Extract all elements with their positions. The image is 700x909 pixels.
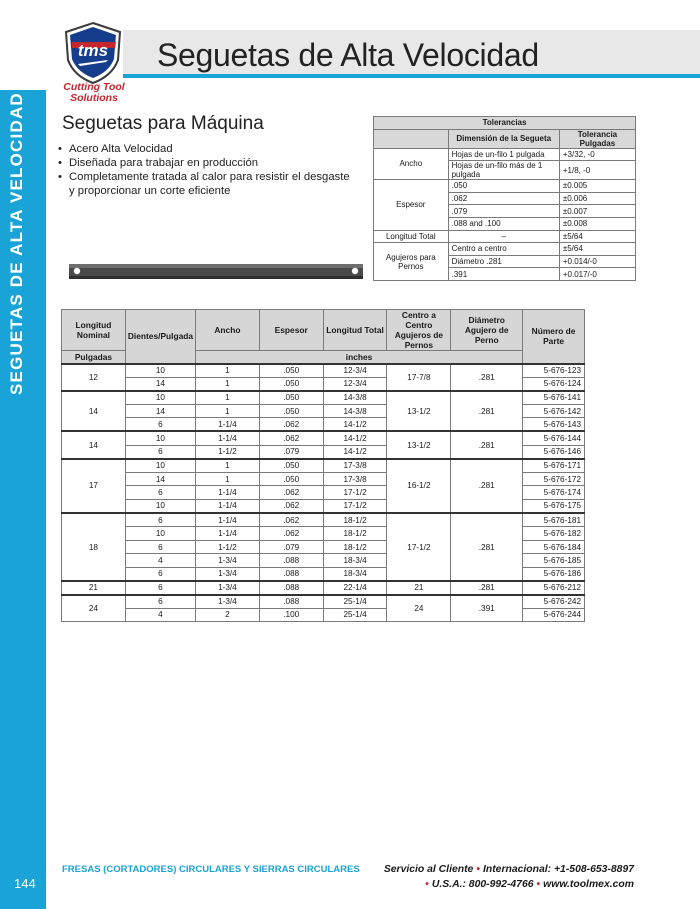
cell-longitud-total: 12-3/4 [323,364,387,378]
cell-espesor: .079 [259,540,323,554]
spec-group [62,364,585,391]
cell-diametro: .281 [451,513,523,581]
tol-value: +0.014/-0 [559,255,635,268]
feature-item: • Acero Alta Velocidad [58,142,358,156]
cell-part-number: 5-676-146 [523,445,585,459]
spec-group [62,431,585,458]
cell-espesor: .050 [259,391,323,405]
cell-longitud-total: 25-1/4 [323,595,387,609]
cell-longitud-total: 14-3/8 [323,404,387,418]
table-row [62,581,585,595]
tol-dim: Diámetro .281 [448,255,559,268]
cell-espesor: .050 [259,459,323,473]
cell-espesor: .050 [259,364,323,378]
header-espesor: Espesor [259,310,323,351]
tol-dim: .079 [448,205,559,218]
hacksaw-blade-image [65,258,367,284]
cell-part-number: 5-676-141 [523,391,585,405]
cell-dientes: 6 [125,581,195,595]
cell-diametro: .281 [451,459,523,513]
cell-espesor: .062 [259,486,323,500]
cell-dientes: 14 [125,472,195,486]
cell-part-number: 5-676-142 [523,404,585,418]
table-row [62,459,585,473]
cell-espesor: .088 [259,567,323,581]
footer-contact [384,862,634,892]
cell-dientes: 10 [125,459,195,473]
tol-value: ±0.008 [559,217,635,230]
tolerance-title: Tolerancias [374,117,636,130]
tol-dim: .088 and .100 [448,217,559,230]
cell-ancho: 1-1/4 [196,499,260,513]
cell-longitud-total: 14-3/8 [323,391,387,405]
cell-longitud-total: 18-1/2 [323,527,387,541]
cell-part-number: 5-676-171 [523,459,585,473]
cell-centro: 13-1/2 [387,391,451,432]
header-ancho: Ancho [196,310,260,351]
cell-longitud-nominal: 14 [62,391,126,432]
tol-longitud-label: Longitud Total [374,230,449,243]
cell-espesor: .100 [259,608,323,622]
cell-espesor: .079 [259,445,323,459]
tol-ancho-label: Ancho [374,148,449,180]
cell-ancho: 1-1/4 [196,418,260,432]
spec-group [62,459,585,513]
section-title: Seguetas para Máquina [62,113,264,134]
cell-longitud-total: 17-3/8 [323,472,387,486]
cell-ancho: 1-3/4 [196,567,260,581]
tol-dim: – [448,230,559,243]
cell-espesor: .050 [259,404,323,418]
footer-international: Internacional: +1-508-653-8897 [482,864,634,875]
cell-part-number: 5-676-185 [523,554,585,568]
cell-ancho: 1-1/2 [196,540,260,554]
cell-dientes: 6 [125,567,195,581]
footer-service: Servicio al Cliente [383,864,474,875]
cell-dientes: 10 [125,364,195,378]
header-longitud-nominal: Longitud Nominal [62,310,126,351]
spec-group [62,595,585,622]
blade-spec-table [61,309,585,622]
tol-value: ±5/64 [559,230,635,243]
tol-agujeros-label: Agujeros para Pernos [374,243,449,281]
tol-value: +0.017/-0 [559,268,635,281]
cell-ancho: 1 [196,404,260,418]
header-dientes: Dientes/Pulgada [125,310,195,364]
cell-longitud-total: 17-1/2 [323,486,387,500]
cell-longitud-total: 17-3/8 [323,459,387,473]
cell-ancho: 2 [196,608,260,622]
cell-centro: 17-7/8 [387,364,451,391]
cell-ancho: 1-1/2 [196,445,260,459]
table-row [62,391,585,405]
header-diametro: Diámetro Agujero de Perno [451,310,523,351]
cell-ancho: 1 [196,472,260,486]
cell-ancho: 1 [196,377,260,391]
cell-longitud-total: 14-1/2 [323,418,387,432]
cell-ancho: 1-1/4 [196,513,260,527]
cell-espesor: .088 [259,595,323,609]
cell-part-number: 5-676-143 [523,418,585,432]
cell-dientes: 6 [125,445,195,459]
cell-ancho: 1-3/4 [196,595,260,609]
table-row [62,364,585,378]
cell-part-number: 5-676-184 [523,540,585,554]
tol-dim: Hojas de un-filo 1 pulgada [448,148,559,161]
cell-part-number: 5-676-174 [523,486,585,500]
spec-group [62,581,585,595]
cell-espesor: .050 [259,472,323,486]
feature-item: • Completamente tratada al calor para resistir el desgaste y proporcionar un corte eficiente [58,170,358,198]
cell-dientes: 4 [125,608,195,622]
cell-dientes: 6 [125,595,195,609]
cell-dientes: 10 [125,527,195,541]
cell-longitud-nominal: 21 [62,581,126,595]
cell-ancho: 1 [196,364,260,378]
cell-centro: 24 [387,595,451,622]
cell-longitud-nominal: 12 [62,364,126,391]
table-row [62,431,585,445]
cell-longitud-total: 14-1/2 [323,431,387,445]
tol-dim: .062 [448,192,559,205]
footer-category: FRESAS (CORTADORES) CIRCULARES Y SIERRAS CIRCULARES [62,864,360,875]
cell-part-number: 5-676-172 [523,472,585,486]
cell-ancho: 1 [196,391,260,405]
logo-text: tms [77,41,109,60]
tolerance-blank-header [374,129,449,148]
header-rule [123,74,700,78]
cell-dientes: 6 [125,540,195,554]
brand-line-1: Cutting Tool [63,81,125,93]
cell-diametro: .281 [451,391,523,432]
feature-item: • Diseñada para trabajar en producción [58,156,358,170]
tol-value: ±0.005 [559,180,635,193]
cell-espesor: .050 [259,377,323,391]
cell-espesor: .088 [259,581,323,595]
cell-dientes: 6 [125,418,195,432]
cell-part-number: 5-676-181 [523,513,585,527]
tol-value: ±0.007 [559,205,635,218]
cell-espesor: .062 [259,418,323,432]
cell-espesor: .088 [259,554,323,568]
cell-longitud-total: 18-1/2 [323,513,387,527]
cell-espesor: .062 [259,499,323,513]
cell-ancho: 1-1/4 [196,486,260,500]
cell-longitud-total: 18-3/4 [323,554,387,568]
cell-diametro: .391 [451,595,523,622]
tms-logo-icon [60,20,126,86]
cell-diametro: .281 [451,581,523,595]
cell-dientes: 6 [125,513,195,527]
cell-longitud-nominal: 17 [62,459,126,513]
tol-dim: Centro a centro [448,243,559,256]
cell-centro: 21 [387,581,451,595]
cell-longitud-nominal: 24 [62,595,126,622]
cell-dientes: 14 [125,377,195,391]
cell-dientes: 10 [125,499,195,513]
header-parte: Número de Parte [523,310,585,364]
cell-longitud-total: 14-1/2 [323,445,387,459]
cell-longitud-nominal: 14 [62,431,126,458]
cell-dientes: 10 [125,391,195,405]
tol-value: +3/32, -0 [559,148,635,161]
cell-part-number: 5-676-212 [523,581,585,595]
cell-espesor: .062 [259,513,323,527]
spec-group [62,391,585,432]
feature-list [58,142,358,198]
cell-part-number: 5-676-244 [523,608,585,622]
cell-longitud-nominal: 18 [62,513,126,581]
bullet-icon: • [425,879,429,890]
cell-part-number: 5-676-175 [523,499,585,513]
cell-part-number: 5-676-242 [523,595,585,609]
cell-dientes: 10 [125,431,195,445]
cell-dientes: 6 [125,486,195,500]
cell-part-number: 5-676-186 [523,567,585,581]
cell-longitud-total: 25-1/4 [323,608,387,622]
tol-value: ±5/64 [559,243,635,256]
cell-ancho: 1-3/4 [196,554,260,568]
cell-diametro: .281 [451,364,523,391]
table-row [62,595,585,609]
side-section-title: SEGUETAS DE ALTA VELOCIDAD [7,92,26,395]
tolerance-table [373,116,636,281]
cell-centro: 17-1/2 [387,513,451,581]
header-longitud-total: Longitud Total [323,310,387,351]
cell-espesor: .062 [259,431,323,445]
cell-longitud-total: 12-3/4 [323,377,387,391]
cell-longitud-total: 22-1/4 [323,581,387,595]
tol-dim: Hojas de un-filo más de 1 pulgada [448,161,559,180]
page-title: Seguetas de Alta Velocidad [157,37,539,73]
cell-longitud-total: 17-1/2 [323,499,387,513]
tolerance-col-dim: Dimensión de la Segueta [448,129,559,148]
cell-longitud-total: 18-1/2 [323,540,387,554]
cell-ancho: 1-1/4 [196,431,260,445]
footer-web-link[interactable]: www.toolmex.com [543,879,634,890]
tolerance-col-tol: Tolerancia Pulgadas [559,129,635,148]
brand-line-2: Solutions [70,92,118,104]
tol-dim: .391 [448,268,559,281]
tol-espesor-label: Espesor [374,180,449,230]
cell-ancho: 1 [196,459,260,473]
bullet-icon: • [476,864,480,875]
cell-ancho: 1-3/4 [196,581,260,595]
footer-usa: U.S.A.: 800-992-4766 [431,879,534,890]
cell-part-number: 5-676-124 [523,377,585,391]
tol-value: ±0.006 [559,192,635,205]
cell-part-number: 5-676-144 [523,431,585,445]
spec-group [62,513,585,581]
cell-centro: 13-1/2 [387,431,451,458]
header-centro: Centro a Centro Agujeros de Pernos [387,310,451,351]
brand-tagline [58,82,130,104]
cell-diametro: .281 [451,431,523,458]
cell-longitud-total: 18-3/4 [323,567,387,581]
tol-dim: .050 [448,180,559,193]
cell-part-number: 5-676-182 [523,527,585,541]
table-row [62,513,585,527]
cell-espesor: .062 [259,527,323,541]
cell-dientes: 4 [125,554,195,568]
cell-dientes: 14 [125,404,195,418]
page-number: 144 [14,876,36,891]
bullet-icon: • [536,879,541,890]
tol-value: +1/8, -0 [559,161,635,180]
header-inches: inches [196,351,523,364]
cell-centro: 16-1/2 [387,459,451,513]
cell-ancho: 1-1/4 [196,527,260,541]
cell-part-number: 5-676-123 [523,364,585,378]
header-pulgadas: Pulgadas [62,351,126,364]
